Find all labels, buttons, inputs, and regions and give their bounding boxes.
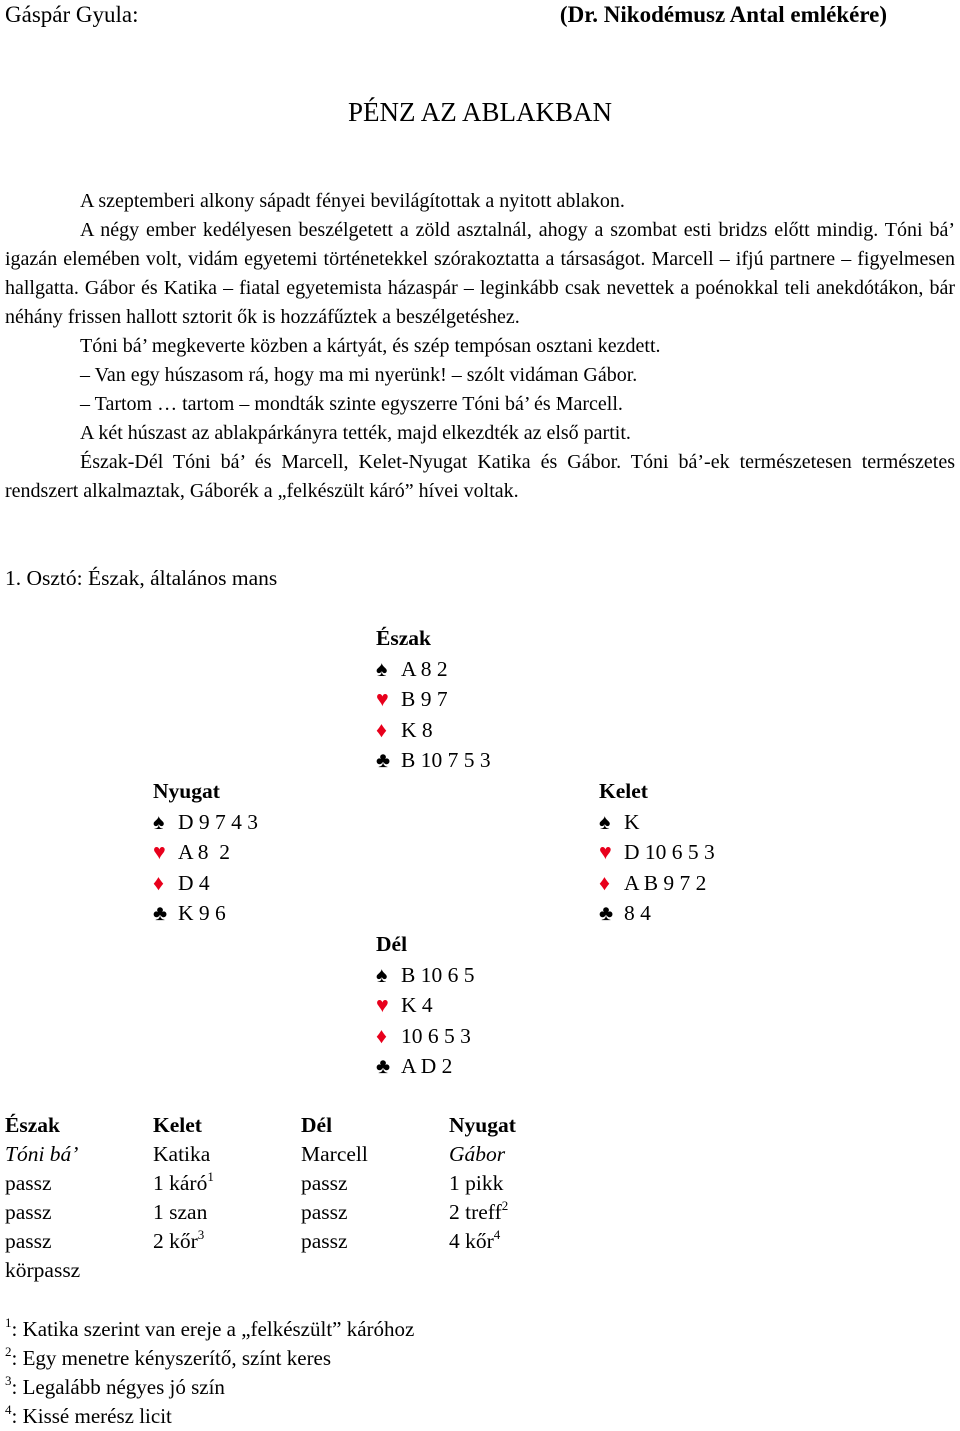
spade-icon: ♠	[153, 809, 165, 834]
club-icon: ♣	[376, 1054, 391, 1079]
heart-cards: A 8 2	[178, 840, 230, 865]
seat-header: Nyugat	[449, 1113, 516, 1137]
footnote-mark: 4	[493, 1227, 501, 1242]
hand-east	[599, 776, 715, 929]
bid: passz	[301, 1200, 348, 1224]
player-name: Gábor	[449, 1142, 506, 1166]
spade-cards: K	[624, 809, 640, 834]
bid: 4 kőr$^4$	[449, 1227, 501, 1253]
seat-header: Dél	[301, 1113, 333, 1137]
club-cards: 8 4	[624, 901, 651, 926]
paragraph: A két húszast az ablakpárkányra tették, majd elkezdték az első partit.	[80, 422, 631, 444]
footnote-mark: 4	[5, 1402, 12, 1417]
paragraph: – Tartom … tartom – mondták szinte egyszerre Tóni bá’ és Marcell.	[80, 393, 623, 415]
footnote: $^3$: Legalább négyes jó szín	[5, 1373, 225, 1399]
heart-icon: ♥	[153, 840, 166, 865]
footnote: $^1$: Katika szerint van ereje a „felkészült” káróhoz	[5, 1315, 415, 1341]
seat-label: Nyugat	[153, 779, 220, 803]
hand-north	[376, 623, 491, 776]
seat-header: Kelet	[153, 1113, 202, 1137]
bidding-round	[5, 1169, 597, 1198]
spade-icon: ♠	[599, 809, 611, 834]
seat-label: Dél	[376, 932, 408, 956]
bid: 2 treff$^2$	[449, 1198, 509, 1224]
club-cards: K 9 6	[178, 901, 226, 926]
bid: 1 káró$^1$	[153, 1169, 214, 1195]
paragraph: Észak-Dél Tóni bá’ és Marcell, Kelet-Nyugat Katika és Gábor. Tóni bá’-ek természetesen természetes rendszert alkalmaztak, Gáborék a „felkészült káró” hívei voltak.	[5, 451, 955, 502]
heart-cards: B 9 7	[401, 687, 448, 712]
paragraph: Tóni bá’ megkeverte közben a kártyát, és szép tempósan osztani kezdett.	[80, 335, 661, 357]
heart-cards: K 4	[401, 993, 433, 1018]
bidding-round	[5, 1227, 597, 1256]
bidding-round	[5, 1256, 597, 1285]
bid: passz	[301, 1171, 348, 1195]
player-name: Tóni bá’	[5, 1142, 79, 1166]
club-icon: ♣	[376, 748, 391, 773]
footnote-mark: 2	[501, 1198, 509, 1213]
bid: passz	[5, 1171, 52, 1195]
spade-cards: B 10 6 5	[401, 962, 475, 987]
bid: 2 kőr$^3$	[153, 1227, 205, 1253]
diamond-icon: ♦	[376, 1023, 387, 1048]
heart-cards: D 10 6 5 3	[624, 840, 715, 865]
hand-south	[376, 929, 474, 1082]
spade-cards: A 8 2	[401, 656, 448, 681]
page-title: PÉNZ AZ ABLAKBAN	[347, 97, 612, 127]
bidding-round	[5, 1198, 597, 1227]
spade-icon: ♠	[376, 962, 388, 987]
diamond-cards: K 8	[401, 717, 433, 742]
footnote-mark: 2	[5, 1344, 12, 1359]
seat-label: Kelet	[599, 779, 648, 803]
footnote-mark: 1	[5, 1315, 12, 1330]
seat-label: Észak	[376, 626, 431, 650]
footnote-mark: 1	[207, 1169, 214, 1184]
spade-cards: D 9 7 4 3	[178, 809, 259, 834]
player-name: Marcell	[301, 1142, 368, 1166]
footnote-mark: 3	[5, 1373, 12, 1388]
club-cards: B 10 7 5 3	[401, 748, 491, 773]
paragraph: A szeptemberi alkony sápadt fényei bevilágítottak a nyitott ablakon.	[80, 190, 625, 212]
club-icon: ♣	[153, 901, 168, 926]
diamond-cards: 10 6 5 3	[401, 1023, 471, 1048]
bidding-players-row	[5, 1140, 597, 1169]
diamond-cards: D 4	[178, 870, 210, 895]
footnote: $^4$: Kissé merész licit	[5, 1402, 172, 1428]
author-name: Gáspár Gyula:	[5, 2, 139, 27]
seat-header: Észak	[5, 1113, 60, 1137]
paragraph: A négy ember kedélyesen beszélgetett a zöld asztalnál, ahogy a szombat esti bridzs előtt mindig. Tóni bá’ igazán elemében volt, vidám egyetemi történetekkel szórakoztatta a társaságot. Marcell – ifjú partnere – figyelmesen hallgatta. Gábor és Katika – fiatal egyetemista házaspár – leginkább csak nevettek a poénokkal teli anekdótákon, bár néhány frissen hallott sztorit ők is hozzáfűztek a beszélgetéshez.	[5, 219, 955, 328]
heart-icon: ♥	[376, 687, 389, 712]
deal-header: 1. Osztó: Észak, általános mans	[5, 566, 278, 590]
spade-icon: ♠	[376, 656, 388, 681]
bid: passz	[301, 1229, 348, 1253]
bid: 1 pikk	[449, 1171, 504, 1195]
story-text	[5, 187, 955, 506]
bid: passz	[5, 1200, 52, 1224]
bid: 1 szan	[153, 1200, 208, 1224]
bid: passz	[5, 1229, 52, 1253]
bidding-table	[5, 1111, 597, 1285]
dedication: (Dr. Nikodémusz Antal emlékére)	[559, 2, 887, 27]
diamond-icon: ♦	[599, 870, 610, 895]
heart-icon: ♥	[376, 993, 389, 1018]
player-name: Katika	[153, 1142, 211, 1166]
diamond-cards: A B 9 7 2	[624, 870, 707, 895]
diamond-icon: ♦	[153, 870, 164, 895]
bidding-header-row	[5, 1111, 597, 1140]
footnotes	[5, 1315, 414, 1431]
paragraph: – Van egy húszasom rá, hogy ma mi nyerünk! – szólt vidáman Gábor.	[80, 364, 638, 386]
bid: körpassz	[5, 1258, 81, 1282]
club-icon: ♣	[599, 901, 614, 926]
footnote-mark: 3	[197, 1227, 205, 1242]
club-cards: A D 2	[401, 1054, 453, 1079]
footnote: $^2$: Egy menetre kényszerítő, színt keres	[5, 1344, 332, 1370]
hand-west	[153, 776, 258, 929]
diamond-icon: ♦	[376, 717, 387, 742]
heart-icon: ♥	[599, 840, 612, 865]
